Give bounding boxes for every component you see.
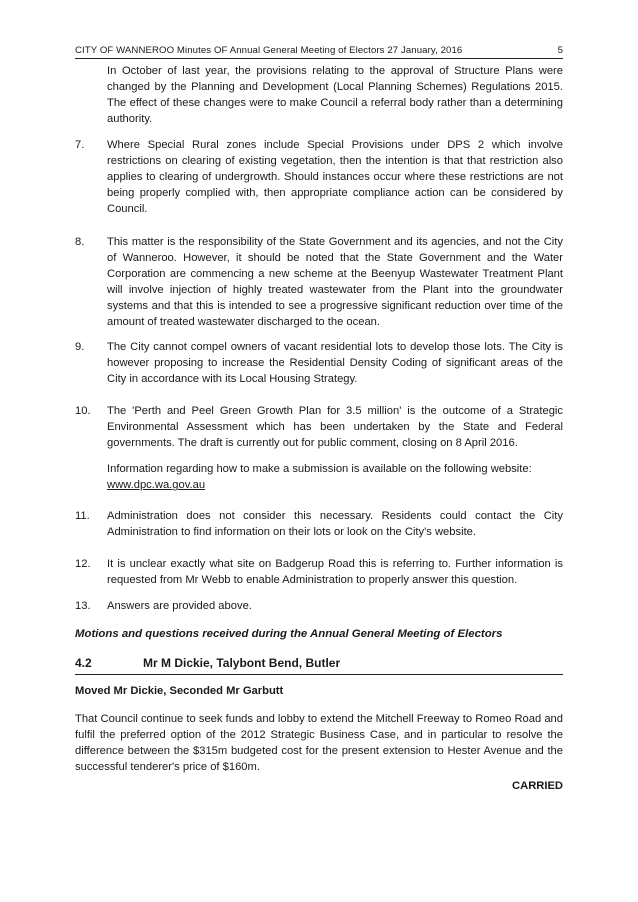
list-item [75, 137, 563, 217]
page-header [75, 44, 563, 59]
item-text: The 'Perth and Peel Green Growth Plan for 3.5 million' is the outcome of a Strategic Environmental Assessment which has been undertaken by the State and Federal governments. The draft is currently out for public comment, closing on 8 April 2016. [107, 405, 563, 450]
motion-result: CARRIED [512, 780, 563, 792]
item-text: The City cannot compel owners of vacant residential lots to develop those lots. The City is however proposing to increase the Residential Density Coding of significant areas of the City in accordance with its Local Housing Strategy. [107, 341, 563, 386]
item-number: 8. [75, 236, 85, 248]
page-number: 5 [557, 45, 563, 56]
item-number: 9. [75, 341, 85, 353]
section-heading [75, 656, 563, 675]
website-link[interactable]: www.dpc.wa.gov.au [107, 479, 206, 492]
section-title: Mr M Dickie, Talybont Bend, Butler [143, 656, 341, 670]
item-number: 10. [75, 405, 91, 417]
list-item [75, 598, 563, 614]
list-item [75, 508, 563, 540]
item-text: Answers are provided above. [107, 600, 252, 612]
list-item [75, 556, 563, 588]
item-number: 11. [75, 510, 90, 522]
item-number: 12. [75, 558, 91, 570]
item-number: 7. [75, 139, 85, 151]
website-info-text: Information regarding how to make a submission is available on the following website: [107, 463, 532, 476]
item-extra-text [107, 461, 563, 493]
section-number: 4.2 [75, 656, 92, 670]
list-item [75, 403, 563, 493]
list-item [75, 339, 563, 387]
item-text: It is unclear exactly what site on Badgerup Road this is referring to. Further information is requested from Mr Webb to enable Administration to properly answer this question. [107, 558, 563, 587]
motions-subheading: Motions and questions received during the Annual General Meeting of Electors [75, 628, 503, 640]
motion-text: That Council continue to seek funds and lobby to extend the Mitchell Freeway to Romeo Road and fulfil the preferred option of the 2012 Strategic Business Case, and in particular to resolve the difference between the $315m budgeted cost for the present extension to Hester Avenue and the successful tenderer's price of $160m. [75, 713, 563, 774]
item-number: 13. [75, 600, 91, 612]
item-text: This matter is the responsibility of the State Government and its agencies, and not the City of Wanneroo. However, it should be noted that the State Government and the Water Corporation are commencing a new scheme at the Beenyup Wastewater Treatment Plant will involve injection of highly treated wastewater from the Plant into the groundwater systems and that this is intended to see a progressive significant reduction over time of the amount of treated wastewater discharged to the ocean. [107, 236, 563, 329]
item-text: Administration does not consider this necessary. Residents could contact the City Administration to find information on their lots or look on the City's website. [107, 510, 563, 539]
list-item [75, 234, 563, 331]
header-title: CITY OF WANNEROO Minutes OF Annual General Meeting of Electors 27 January, 2016 [75, 45, 463, 56]
intro-paragraph: In October of last year, the provisions relating to the approval of Structure Plans were changed by the Planning and Development (Local Planning Schemes) Regulations 2015. The effect of these changes were to make Council a referral body rather than a determining authority. [107, 65, 563, 126]
item-text: Where Special Rural zones include Special Provisions under DPS 2 which involve restrictions on clearing of existing vegetation, then the intention is that that restriction also applies to clearing of undergrowth. Should instances occur where these restrictions are not being properly complied with, then appropriate compliance action can be considered by Council. [107, 139, 563, 216]
moved-seconded-line: Moved Mr Dickie, Seconded Mr Garbutt [75, 685, 284, 697]
